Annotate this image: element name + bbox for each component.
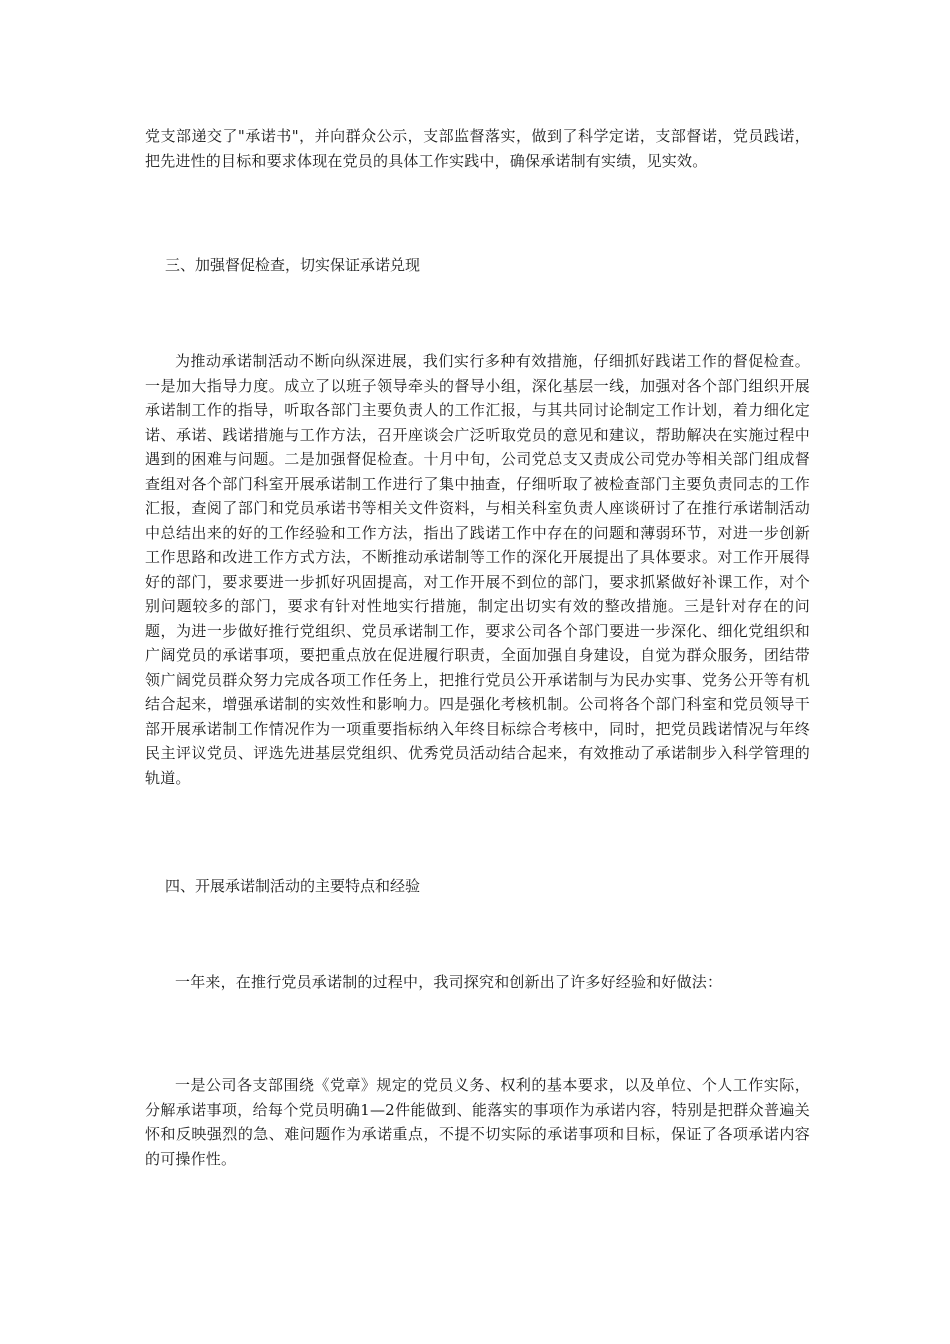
paragraph-experience-1: 一是公司各支部围绕《党章》规定的党员义务、权利的基本要求，以及单位、个人工作实际，分解承诺事项，给每个党员明确1—2件能做到、能落实的事项作为承诺内容，特别是把群众普遍关怀和反映强烈的急、难问题作为承诺重点，不提不切实际的承诺事项和目标，保证了各项承诺内容的可操作性。 [145,1076,810,1168]
paragraph-commitment-letter: 党支部递交了"承诺书"，并向群众公示，支部监督落实，做到了科学定诺，支部督诺，党员践诺，把先进性的目标和要求体现在党员的具体工作实践中，确保承诺制有实绩，见实效。 [145,127,810,170]
section-heading-3: 三、加强督促检查，切实保证承诺兑现 [165,256,421,274]
paragraph-supervision: 为推动承诺制活动不断向纵深进展，我们实行多种有效措施，仔细抓好践诺工作的督促检查。一是加大指导力度。成立了以班子领导牵头的督导小组，深化基层一线，加强对各个部门组织开展承诺制工作的指导，听取各部门主要负责人的工作汇报，与其共同讨论制定工作计划，着力细化定诺、承诺、践诺措施与工作方法，召开座谈会广泛听取党员的意见和建议，帮助解决在实施过程中遇到的困难与问题。二是加强督促检查。十月中旬，公司党总支又责成公司党办等相关部门组成督查组对各个部门科室开展承诺制工作进行了集中抽查，仔细听取了被检查部门主要负责同志的工作汇报，查阅了部门和党员承诺书等相关文件资料，与相关科室负责人座谈研讨了在推行承诺制活动中总结出来的好的工作经验和工作方法，指出了践诺工作中存在的问题和薄弱环节，对进一步创新工作思路和改进工作方式方法，不断推动承诺制等工作的深化开展提出了具体要求。对工作开展得好的部门，要求要进一步抓好巩固提高，对工作开展不到位的部门，要求抓紧做好补课工作，对个别问题较多的部门，要求有针对性地实行措施，制定出切实有效的整改措施。三是针对存在的问题，为进一步做好推行党组织、党员承诺制工作，要求公司各个部门要进一步深化、细化党组织和广阔党员的承诺事项，要把重点放在促进履行职责，全面加强自身建设，自觉为群众服务，团结带领广阔党员群众努力完成各项工作任务上，把推行党员公开承诺制与为民办实事、党务公开等有机结合起来，增强承诺制的实效性和影响力。四是强化考核机制。公司将各个部门科室和党员领导干部开展承诺制工作情况作为一项重要指标纳入年终目标综合考核中，同时，把党员践诺情况与年终民主评议党员、评选先进基层党组织、优秀党员活动结合起来，有效推动了承诺制步入科学管理的轨道。 [145,352,810,787]
paragraph-experience-intro: 一年来，在推行党员承诺制的过程中，我司探究和创新出了许多好经验和好做法： [175,973,723,991]
section-heading-4: 四、开展承诺制活动的主要特点和经验 [165,877,421,895]
